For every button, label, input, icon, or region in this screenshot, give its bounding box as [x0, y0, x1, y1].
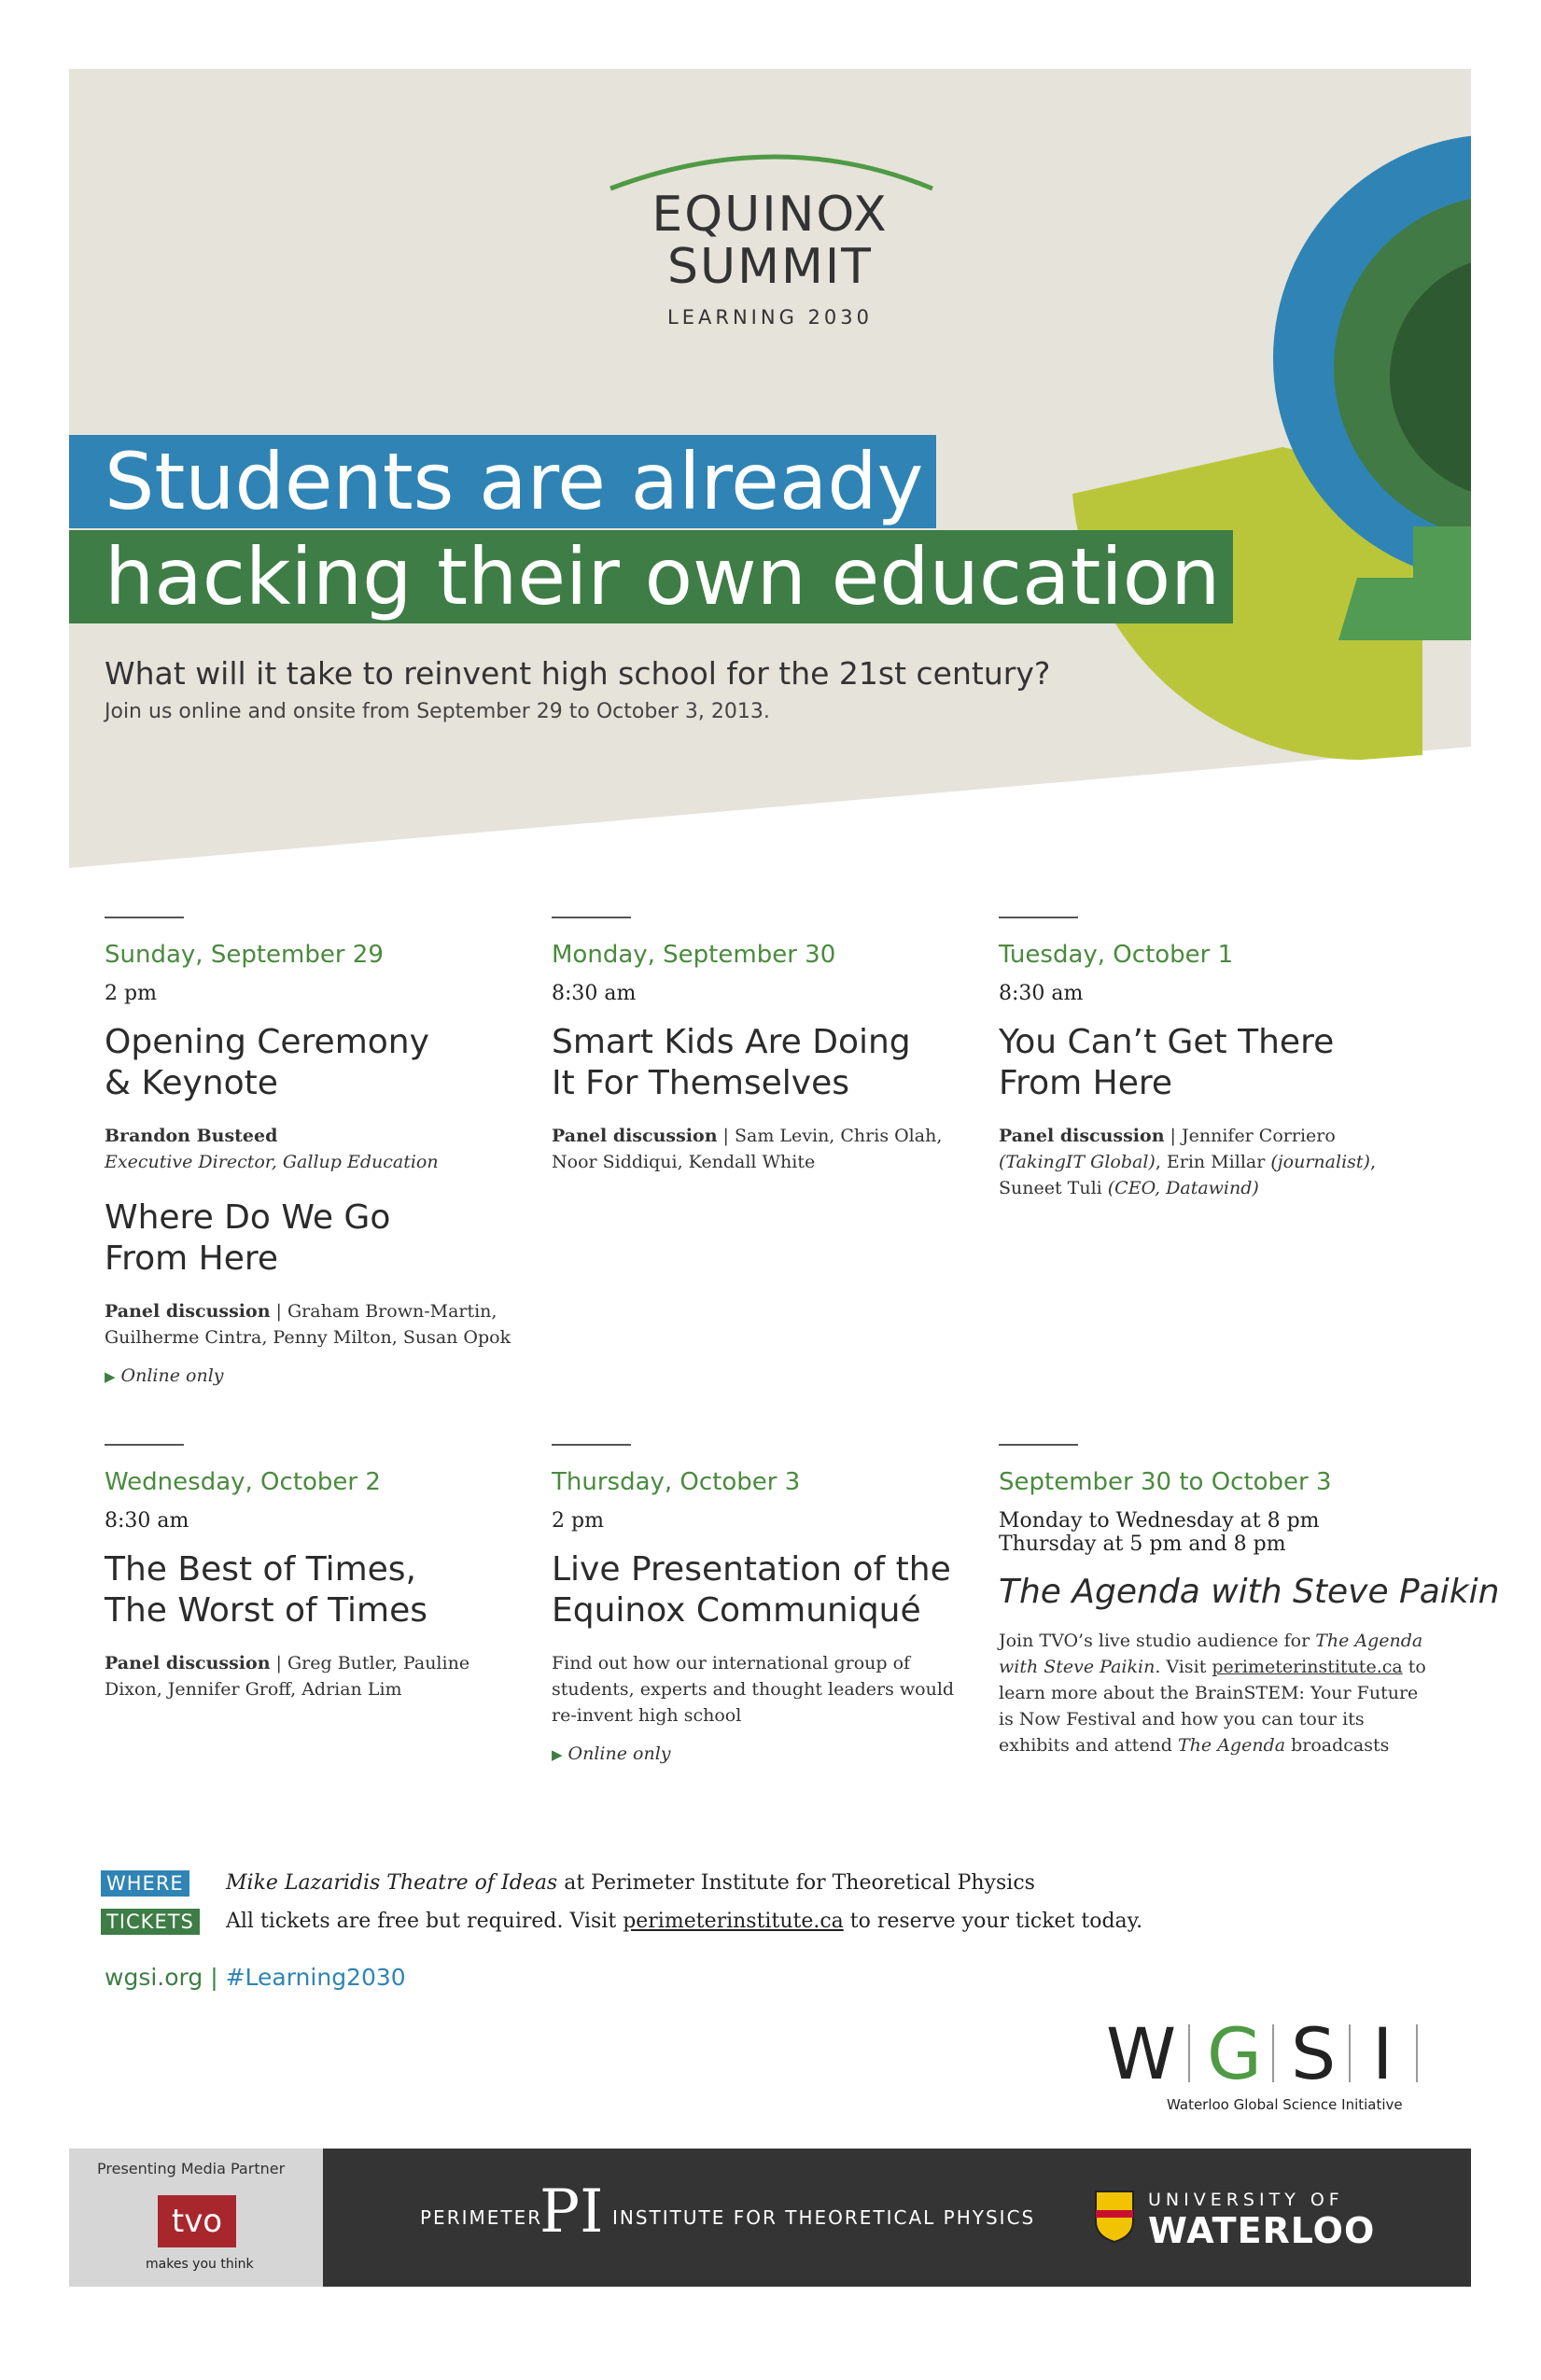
event-tuesday — [999, 917, 1409, 1216]
play-icon: ▶ — [105, 1368, 116, 1385]
logo-summit: SUMMIT — [667, 239, 873, 295]
event-time: 2 pm — [552, 1509, 604, 1533]
tvo-tagline: makes you think — [146, 2257, 254, 2272]
dates-line: Join us online and onsite from September 29 to October 3, 2013. — [105, 700, 770, 723]
tvo-logo: tvo — [158, 2195, 236, 2247]
event-title: You Can’t Get There From Here — [999, 1023, 1335, 1102]
event-sunday — [105, 917, 515, 1386]
event-day: Thursday, October 3 — [552, 1468, 801, 1496]
uw-line1: UNIVERSITY OF — [1148, 2190, 1344, 2210]
wgsi-logo: W G S I — [1106, 2019, 1442, 2093]
event-title: The Best of Times, The Worst of Times — [105, 1550, 428, 1630]
event-time-1: Monday to Wednesday at 8 pm — [999, 1509, 1320, 1533]
perimeter-left: PERIMETER — [420, 2206, 543, 2229]
divider — [105, 917, 184, 918]
divider — [105, 1444, 184, 1446]
event-time-2: Thursday at 5 pm and 8 pm — [999, 1533, 1286, 1556]
perimeter-link[interactable]: perimeterinstitute.ca — [1212, 1657, 1403, 1677]
event-day: Sunday, September 29 — [105, 941, 384, 969]
speaker: Brandon Busteed Executive Director, Gallup Education — [105, 1126, 439, 1172]
event-day: Tuesday, October 1 — [999, 941, 1234, 969]
event-thursday — [552, 1444, 962, 1764]
tickets-info: All tickets are free but required. Visit perimeterinstitute.ca to reserve your ticket today. — [226, 1910, 1143, 1933]
panel: Panel discussion | Greg Butler, Pauline Dixon, Jennifer Groff, Adrian Lim — [105, 1653, 470, 1700]
where-info: Mike Lazaridis Theatre of Ideas at Perimeter Institute for Theoretical Physics — [226, 1871, 1035, 1895]
web-links: wgsi.org | #Learning2030 — [105, 1964, 406, 1991]
waterloo-shield-icon — [1094, 2190, 1135, 2244]
hashtag-link[interactable]: #Learning2030 — [225, 1964, 406, 1991]
event-day: Monday, September 30 — [552, 941, 836, 969]
headline-line-2: hacking their own education — [69, 530, 1233, 623]
panel: Panel discussion | Graham Brown-Martin, Guilherme Cintra, Penny Milton, Susan Opok — [105, 1301, 511, 1348]
logo-equinox: EQUINOX — [651, 187, 889, 243]
wgsi-name: Waterloo Global Science Initiative — [1167, 2096, 1403, 2113]
online-only-note: ▶ Online only — [552, 1743, 671, 1764]
event-wednesday — [105, 1444, 515, 1717]
where-tag: WHERE — [101, 1870, 189, 1897]
tickets-link[interactable]: perimeterinstitute.ca — [623, 1910, 844, 1933]
event-title: Smart Kids Are Doing It For Themselves — [552, 1023, 911, 1102]
sponsors-bar — [323, 2149, 1471, 2287]
tickets-tag: TICKETS — [101, 1909, 200, 1935]
pi-mark: PI — [539, 2177, 604, 2247]
event-description: Find out how our international group of students, experts and thought leaders would re-invent high school — [552, 1653, 955, 1726]
logo-learning: LEARNING 2030 — [667, 306, 873, 329]
play-icon: ▶ — [552, 1746, 563, 1763]
site-link[interactable]: wgsi.org — [105, 1964, 203, 1991]
divider — [999, 917, 1078, 918]
headline-line-1: Students are already — [69, 435, 936, 528]
event-time: 8:30 am — [999, 982, 1084, 1005]
event-time: 8:30 am — [105, 1509, 189, 1533]
event-time: 2 pm — [105, 982, 157, 1005]
event-day: September 30 to October 3 — [999, 1468, 1332, 1496]
event-agenda — [999, 1444, 1500, 1773]
perimeter-right: INSTITUTE FOR THEORETICAL PHYSICS — [612, 2206, 1036, 2229]
event-title: Opening Ceremony & Keynote — [105, 1023, 429, 1102]
panel: Panel discussion | Sam Levin, Chris Olah, Noor Siddiqui, Kendall White — [552, 1126, 943, 1172]
event-time: 8:30 am — [552, 982, 637, 1005]
event-description: Join TVO’s live studio audience for The Agenda with Steve Paikin. Visit perimeterinstitute.ca to learn more about the BrainSTEM: Your Future is Now Festival and how you can tour its exhibits and attend The Agenda broadcasts — [999, 1631, 1426, 1756]
divider — [552, 917, 631, 918]
event-monday — [552, 917, 962, 1190]
subheading: What will it take to reinvent high school for the 21st century? — [105, 655, 1051, 692]
divider — [999, 1444, 1078, 1446]
event-day: Wednesday, October 2 — [105, 1468, 381, 1496]
event-title-2: Where Do We Go From Here — [105, 1198, 391, 1278]
show-title: The Agenda with Steve Paikin — [999, 1573, 1500, 1611]
uw-line2: WATERLOO — [1148, 2210, 1376, 2251]
event-title: Live Presentation of the Equinox Communiqué — [552, 1550, 951, 1630]
divider — [552, 1444, 631, 1446]
online-only-note: ▶ Online only — [105, 1365, 224, 1386]
media-partner-label: Presenting Media Partner — [97, 2160, 286, 2177]
hero-banner — [69, 69, 1471, 872]
panel: Panel discussion | Jennifer Corriero (TakingIT Global), Erin Millar (journalist), Suneet Tuli (CEO, Datawind) — [999, 1126, 1376, 1198]
media-partner — [69, 2149, 323, 2287]
